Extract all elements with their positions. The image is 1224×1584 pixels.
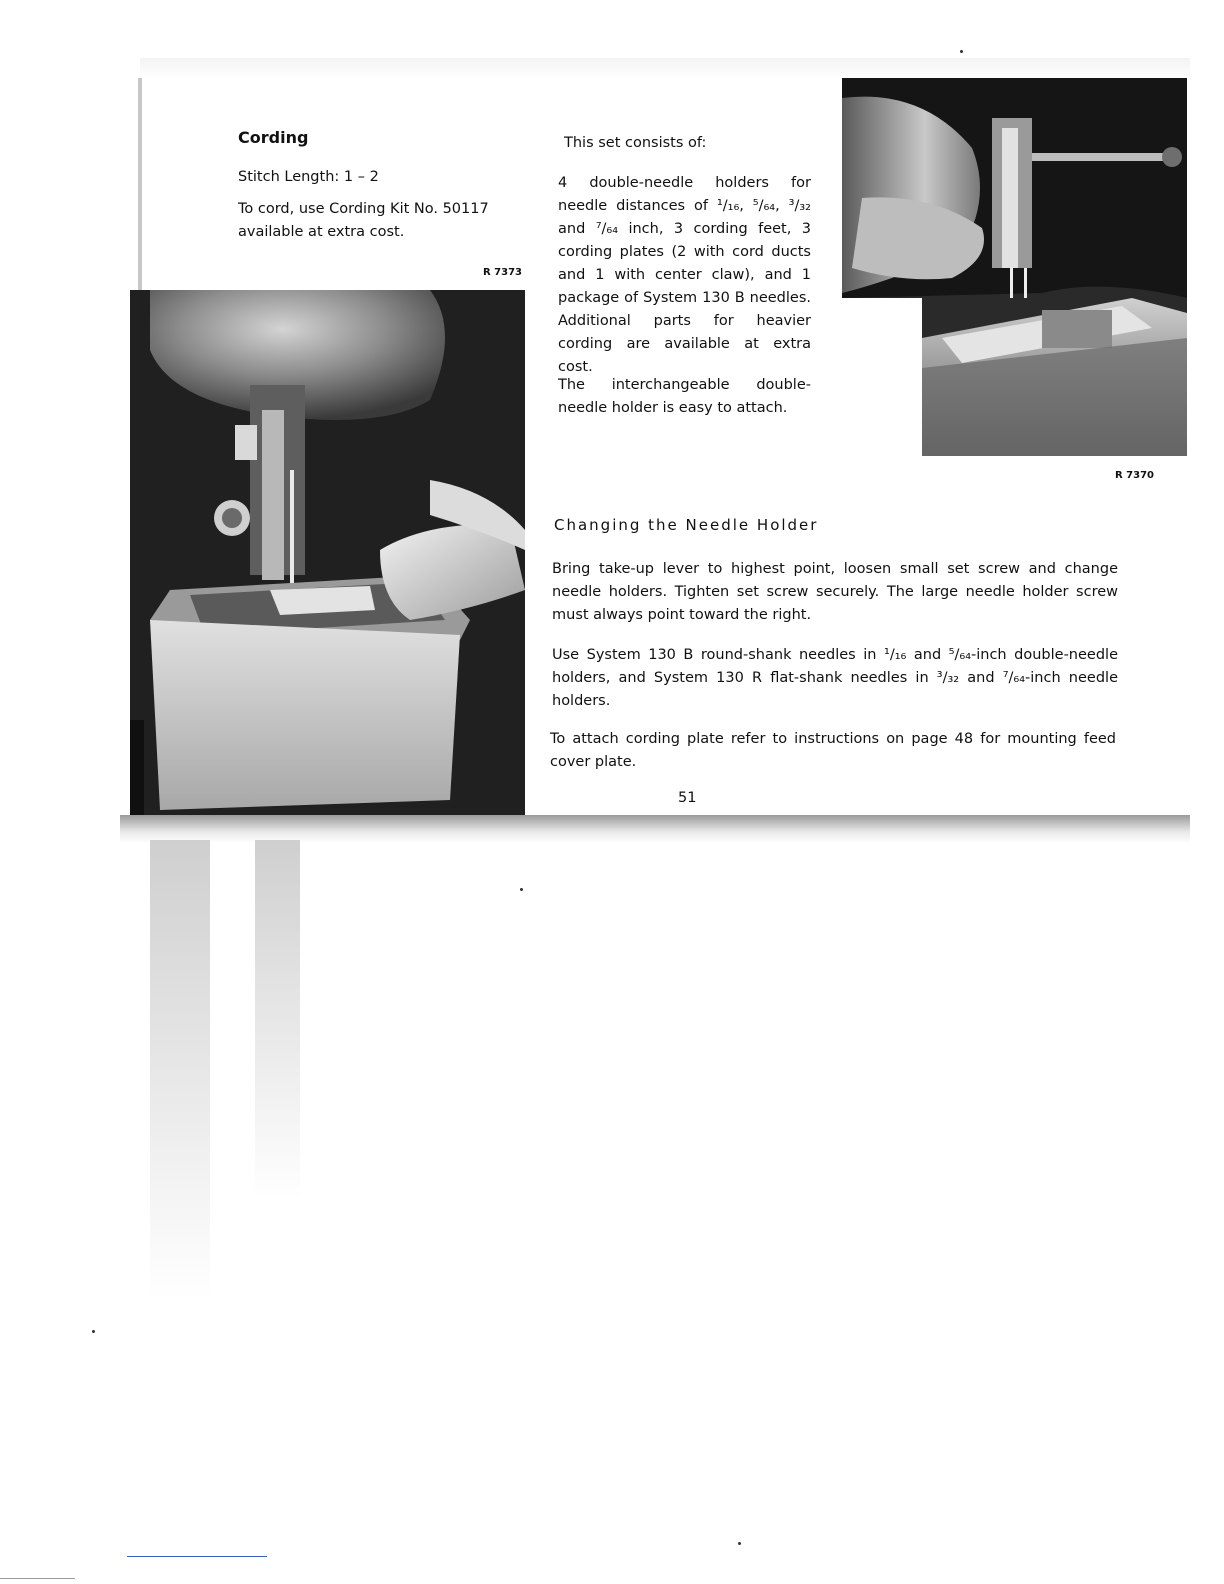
set-contents: 4 double-needle holders for needle distances of ¹/₁₆, ⁵/₆₄, ³/₃₂ and ⁷/₆₄ inch, 3 cording feet, 3 cording plates (2 with cord ducts and 1 with center claw), and 1 package of System 130 B needles. Additional parts for heavier cording are available at extra cost. — [558, 175, 811, 375]
scan-smear — [255, 840, 300, 1200]
stitch-length: Stitch Length: 1 – 2 — [238, 169, 379, 185]
needle-type-instructions: Use System 130 B round-shank needles in ¹/₁₆ and ⁵/₆₄-inch double-needle holders, and System 130 R flat-shank needles in ³/₃₂ and ⁷/₆₄-inch needle holders. — [552, 647, 1118, 709]
photo-ref-left: R 7373 — [483, 267, 523, 278]
section-title-changing-needle-holder: Changing the Needle Holder — [554, 516, 819, 534]
interchangeable-note: The interchangeable double-needle holder is easy to attach. — [558, 377, 811, 416]
needle-holder-instructions: Bring take-up lever to highest point, loosen small set screw and change needle holders. Tighten set screw securely. The large needle holder screw must always point toward the right. — [552, 561, 1118, 623]
scan-grey-line — [0, 1578, 75, 1579]
photo-ref-right: R 7370 — [1115, 470, 1155, 481]
section-title-cording: Cording — [238, 128, 309, 147]
scan-speck — [738, 1542, 741, 1545]
scan-blue-line — [127, 1556, 267, 1557]
scan-shadow-top — [140, 58, 1190, 80]
scan-smear — [150, 840, 210, 1300]
scan-shadow-bottom — [120, 815, 1190, 843]
needle-holder-photo — [842, 78, 1187, 456]
cording-intro: To cord, use Cording Kit No. 50117 available at extra cost. — [238, 201, 489, 240]
set-consists-label: This set consists of: — [564, 135, 707, 151]
scan-speck — [92, 1330, 95, 1333]
page-number: 51 — [678, 790, 697, 806]
cording-plate-instructions: To attach cording plate refer to instructions on page 48 for mounting feed cover plate. — [550, 731, 1116, 770]
scan-speck — [520, 888, 523, 891]
cording-photo — [130, 290, 525, 818]
scan-speck — [960, 50, 963, 53]
